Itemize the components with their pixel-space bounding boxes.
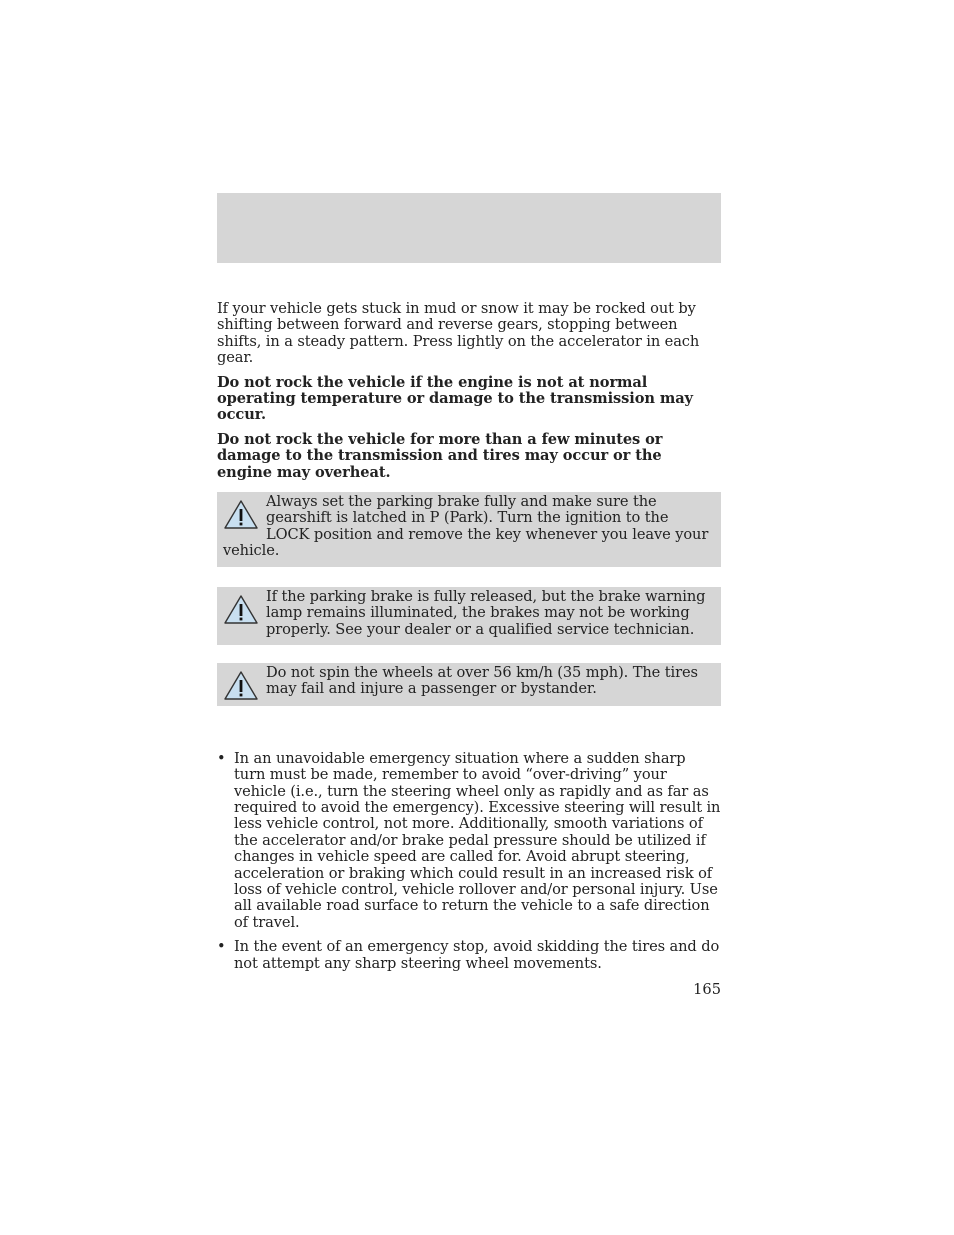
warning-text: Always set the parking brake fully and make sure the gearshift is latched in P (Park). Turn the ignition to the LOCK position and remove the key whenever you leave your vehicle. (223, 493, 709, 560)
warning-triangle-icon (223, 594, 259, 626)
warning-text: If the parking brake is fully released, but the brake warning lamp remains illuminated, the brakes may not be working properly. See your dealer or a qualified service technician. (266, 587, 706, 638)
page-content (217, 301, 721, 980)
engine-temperature-caution: Do not rock the vehicle if the engine is not at normal operating temperature or damage to the transmission may occur. (217, 373, 693, 424)
rocking-instructions-paragraph: If your vehicle gets stuck in mud or snow it may be rocked out by shifting between forward and reverse gears, stopping between shifts, in a steady pattern. Press lightly on the accelerator in each gear. (217, 300, 700, 367)
warning-triangle-icon (223, 499, 259, 531)
warning-box-parking-brake (217, 492, 721, 567)
list-item-text: In an unavoidable emergency situation where a sudden sharp turn must be made, remember to avoid “over-driving” your vehicle (i.e., turn the steering wheel only as rapidly and as far as required to avoid the emergency). Excessive steering will result in less vehicle control, not more. Additionally, smooth variations of the accelerator and/or brake pedal pressure should be utilized if changes in vehicle speed are called for. Avoid abrupt steering, acceleration or braking which could result in an increased risk of loss of vehicle control, vehicle rollover and/or personal injury. Use all available road surface to return the vehicle to a safe direction of travel. (234, 749, 721, 931)
bullet-marker: • (217, 749, 226, 767)
rocking-duration-caution: Do not rock the vehicle for more than a few minutes or damage to the transmission and tires may occur or the engine may overheat. (217, 430, 663, 481)
list-item (217, 751, 721, 931)
warning-triangle-icon (223, 670, 259, 702)
list-item (217, 939, 721, 972)
list-item-text: In the event of an emergency stop, avoid skidding the tires and do not attempt any sharp steering wheel movements. (234, 938, 720, 972)
section-header-band (217, 193, 721, 263)
emergency-driving-list (217, 751, 721, 972)
bullet-marker: • (217, 938, 226, 956)
warning-text: Do not spin the wheels at over 56 km/h (35 mph). The tires may fail and injure a passenger or bystander. (266, 663, 698, 698)
page-number: 165 (693, 981, 721, 998)
warning-box-brake-lamp (217, 587, 721, 645)
warning-box-wheel-spin (217, 663, 721, 706)
